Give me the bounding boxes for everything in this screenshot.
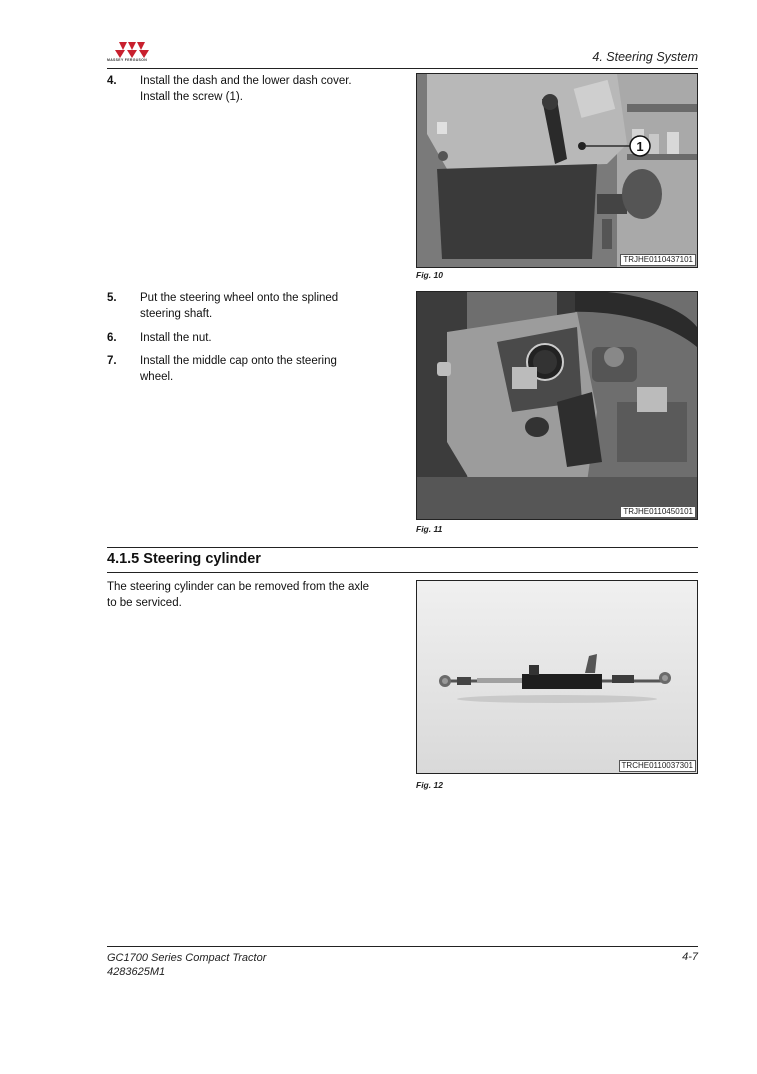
step-text: Install the nut. xyxy=(140,332,212,344)
brand-text: MASSEY FERGUSON xyxy=(107,58,148,62)
figure-12-caption: Fig. 12 xyxy=(416,780,443,790)
step-text: Install the middle cap onto the steering wheel. xyxy=(140,355,337,383)
figure-11-photo xyxy=(416,291,698,520)
section-heading: 4.1.5 Steering cylinder xyxy=(107,551,261,567)
figure-12-photo xyxy=(416,580,698,774)
step-text: Put the steering wheel onto the splined steering shaft. xyxy=(140,292,339,320)
figure-10-caption: Fig. 10 xyxy=(416,270,443,280)
footer-part-number: 4283625M1 xyxy=(107,966,166,978)
page-number: 4-7 xyxy=(682,951,698,963)
footer-model: GC1700 Series Compact Tractor xyxy=(107,952,267,964)
step-number: 6. xyxy=(107,332,117,344)
section-body-text: The steering cylinder can be removed from the axle to be serviced. xyxy=(107,581,370,609)
figure-10-photo xyxy=(416,73,698,268)
header-divider xyxy=(107,68,698,69)
footer-left xyxy=(107,951,266,979)
step-text: Install the dash and the lower dash cover. Install the screw (1). xyxy=(140,75,352,103)
figure-code: TRCHE0110037301 xyxy=(619,760,696,772)
callout-label: 1 xyxy=(636,139,644,154)
step-4 xyxy=(107,73,377,107)
step-6 xyxy=(107,330,377,348)
step-number: 7. xyxy=(107,355,117,367)
step-7 xyxy=(107,353,377,387)
section-top-rule xyxy=(107,547,698,548)
step-5 xyxy=(107,290,377,324)
section-bottom-rule xyxy=(107,572,698,573)
step-number: 5. xyxy=(107,292,117,304)
step-number: 4. xyxy=(107,75,117,87)
figure-code: TRJHE0110450101 xyxy=(620,506,696,518)
chapter-title: 4. Steering System xyxy=(592,50,698,64)
massey-ferguson-logo xyxy=(107,40,157,66)
figure-code: TRJHE0110437101 xyxy=(620,254,696,266)
figure-11-caption: Fig. 11 xyxy=(416,524,443,534)
footer-divider xyxy=(107,946,698,947)
